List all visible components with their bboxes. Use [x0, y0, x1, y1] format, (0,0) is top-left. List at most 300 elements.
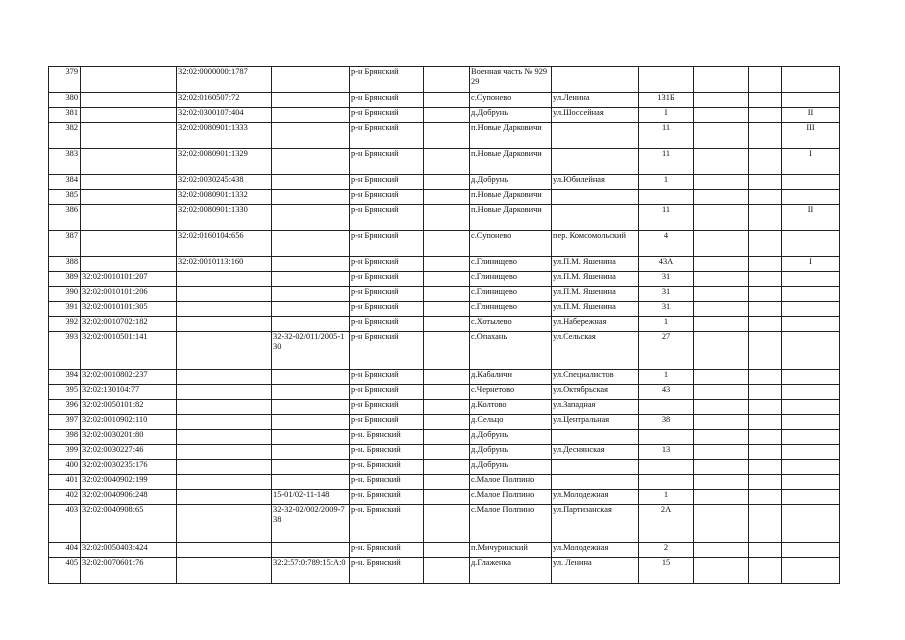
row-number: 399: [49, 445, 81, 460]
table-row: [49, 302, 840, 317]
blank-cell: [749, 430, 782, 445]
locality: с.Чернетово: [470, 385, 552, 400]
locality: д.Добрунь: [470, 430, 552, 445]
cadastral-number-alt: 32:02:0080901:1333: [177, 123, 272, 149]
house-number: 38: [639, 415, 694, 430]
locality: д.Кабаличи: [470, 370, 552, 385]
table-row: [49, 317, 840, 332]
blank-cell: [694, 67, 749, 93]
roman-numeral: II: [782, 205, 840, 231]
registration-number: [272, 123, 350, 149]
blank-cell: [749, 93, 782, 108]
roman-numeral: [782, 332, 840, 370]
registration-number: [272, 445, 350, 460]
locality: с.Опахань: [470, 332, 552, 370]
house-number: 2А: [639, 505, 694, 543]
street: ул.П.М. Яшенина: [552, 272, 639, 287]
row-number: 397: [49, 415, 81, 430]
cadastral-number-alt: 32:02:0030245:438: [177, 175, 272, 190]
street: ул.П.М. Яшенина: [552, 287, 639, 302]
registration-number: [272, 190, 350, 205]
table-row: [49, 257, 840, 272]
cadastral-number: [81, 205, 177, 231]
cadastral-number-alt: [177, 287, 272, 302]
cadastral-number: 32:02:0050101:82: [81, 400, 177, 415]
cadastral-number-alt: [177, 272, 272, 287]
district: р-н. Брянский: [350, 490, 424, 505]
roman-numeral: [782, 558, 840, 584]
blank-cell: [424, 175, 470, 190]
table-row: [49, 370, 840, 385]
roman-numeral: [782, 93, 840, 108]
district: р-н Брянский: [350, 123, 424, 149]
roman-numeral: [782, 231, 840, 257]
district: р-н Брянский: [350, 385, 424, 400]
district: р-н Брянский: [350, 149, 424, 175]
table-row: [49, 190, 840, 205]
blank-cell: [694, 175, 749, 190]
blank-cell: [424, 287, 470, 302]
row-number: 403: [49, 505, 81, 543]
house-number: [639, 430, 694, 445]
street: ул.Молодежная: [552, 490, 639, 505]
cadastral-number-alt: [177, 543, 272, 558]
street: ул.Набережная: [552, 317, 639, 332]
table-row: [49, 67, 840, 93]
blank-cell: [694, 231, 749, 257]
blank-cell: [694, 317, 749, 332]
blank-cell: [424, 302, 470, 317]
blank-cell: [694, 543, 749, 558]
cadastral-number-alt: [177, 385, 272, 400]
roman-numeral: [782, 400, 840, 415]
roman-numeral: [782, 543, 840, 558]
blank-cell: [424, 400, 470, 415]
house-number: 4: [639, 231, 694, 257]
district: р-н Брянский: [350, 67, 424, 93]
row-number: 391: [49, 302, 81, 317]
table-row: [49, 108, 840, 123]
table-row: [49, 123, 840, 149]
house-number: 31: [639, 302, 694, 317]
blank-cell: [749, 123, 782, 149]
blank-cell: [749, 175, 782, 190]
table-row: [49, 543, 840, 558]
house-number: 1: [639, 490, 694, 505]
street: ул.Октябрьская: [552, 385, 639, 400]
registration-number: [272, 385, 350, 400]
row-number: 396: [49, 400, 81, 415]
street: ул.Центральная: [552, 415, 639, 430]
locality: п.Новые Дарковичи: [470, 123, 552, 149]
row-number: 390: [49, 287, 81, 302]
locality: с.Супонево: [470, 93, 552, 108]
row-number: 395: [49, 385, 81, 400]
row-number: 393: [49, 332, 81, 370]
street: ул.П.М. Яшенина: [552, 257, 639, 272]
registration-number: 15-01/02-11-148: [272, 490, 350, 505]
cadastral-number-alt: 32:02:0080901:1329: [177, 149, 272, 175]
street: ул.Ленина: [552, 93, 639, 108]
locality: с.Глинищево: [470, 287, 552, 302]
table-row: [49, 445, 840, 460]
blank-cell: [694, 108, 749, 123]
cadastral-number: 32:02:0010101:305: [81, 302, 177, 317]
district: р-н Брянский: [350, 415, 424, 430]
blank-cell: [749, 400, 782, 415]
registration-number: [272, 287, 350, 302]
house-number: 43: [639, 385, 694, 400]
row-number: 394: [49, 370, 81, 385]
roman-numeral: [782, 67, 840, 93]
blank-cell: [424, 460, 470, 475]
cadastral-number: 32:02:0030235:176: [81, 460, 177, 475]
house-number: [639, 460, 694, 475]
locality: д.Добрунь: [470, 445, 552, 460]
cadastral-number-alt: [177, 475, 272, 490]
cadastral-number: 32:02:0010902:110: [81, 415, 177, 430]
blank-cell: [749, 190, 782, 205]
blank-cell: [424, 558, 470, 584]
row-number: 398: [49, 430, 81, 445]
registration-number: [272, 272, 350, 287]
district: р-н Брянский: [350, 190, 424, 205]
table-row: [49, 332, 840, 370]
street: [552, 205, 639, 231]
roman-numeral: II: [782, 108, 840, 123]
cadastral-number-alt: 32:02:0000000:1787: [177, 67, 272, 93]
blank-cell: [749, 67, 782, 93]
street: [552, 460, 639, 475]
house-number: 11: [639, 149, 694, 175]
blank-cell: [694, 475, 749, 490]
locality: д.Добрунь: [470, 175, 552, 190]
roman-numeral: [782, 190, 840, 205]
blank-cell: [424, 123, 470, 149]
row-number: 384: [49, 175, 81, 190]
street: [552, 67, 639, 93]
house-number: [639, 67, 694, 93]
blank-cell: [694, 400, 749, 415]
blank-cell: [749, 257, 782, 272]
street: ул. Ленина: [552, 558, 639, 584]
district: р-н. Брянский: [350, 505, 424, 543]
blank-cell: [694, 205, 749, 231]
table-row: [49, 558, 840, 584]
house-number: 1: [639, 317, 694, 332]
cadastral-number-alt: [177, 415, 272, 430]
locality: с.Глинищево: [470, 272, 552, 287]
locality: д.Сельцо: [470, 415, 552, 430]
locality: п.Новые Дарковичи: [470, 149, 552, 175]
table-row: [49, 205, 840, 231]
row-number: 404: [49, 543, 81, 558]
district: р-н Брянский: [350, 108, 424, 123]
cadastral-number: 32:02:0010702:182: [81, 317, 177, 332]
table-row: [49, 460, 840, 475]
locality: п.Мичуринский: [470, 543, 552, 558]
roman-numeral: I: [782, 257, 840, 272]
cadastral-number-alt: [177, 332, 272, 370]
street: ул.Западная: [552, 400, 639, 415]
blank-cell: [424, 490, 470, 505]
street: ул.Специалистов: [552, 370, 639, 385]
district: р-н Брянский: [350, 231, 424, 257]
roman-numeral: [782, 415, 840, 430]
blank-cell: [694, 149, 749, 175]
street: ул.Молодежная: [552, 543, 639, 558]
row-number: 382: [49, 123, 81, 149]
row-number: 379: [49, 67, 81, 93]
table-row: [49, 415, 840, 430]
street: ул.Сельская: [552, 332, 639, 370]
cadastral-number: [81, 123, 177, 149]
house-number: 13: [639, 445, 694, 460]
blank-cell: [424, 430, 470, 445]
cadastral-number: 32:02:0030227:46: [81, 445, 177, 460]
district: р-н Брянский: [350, 332, 424, 370]
district: р-н Брянский: [350, 93, 424, 108]
house-number: 43А: [639, 257, 694, 272]
locality: с.Глинищево: [470, 302, 552, 317]
registration-number: [272, 430, 350, 445]
table-row: [49, 385, 840, 400]
house-number: 15: [639, 558, 694, 584]
cadastral-number-alt: [177, 400, 272, 415]
blank-cell: [749, 445, 782, 460]
table-body: [49, 67, 840, 584]
blank-cell: [749, 490, 782, 505]
row-number: 389: [49, 272, 81, 287]
row-number: 388: [49, 257, 81, 272]
blank-cell: [424, 505, 470, 543]
table-row: [49, 400, 840, 415]
house-number: 1: [639, 370, 694, 385]
roman-numeral: [782, 385, 840, 400]
table-row: [49, 231, 840, 257]
registration-number: 32-32-02/002/2009-738: [272, 505, 350, 543]
house-number: 131Б: [639, 93, 694, 108]
street: [552, 475, 639, 490]
blank-cell: [749, 460, 782, 475]
house-number: 27: [639, 332, 694, 370]
roman-numeral: [782, 175, 840, 190]
blank-cell: [424, 231, 470, 257]
registration-number: 32-32-02/011/2005-130: [272, 332, 350, 370]
row-number: 385: [49, 190, 81, 205]
cadastral-number-alt: 32:02:0300107:404: [177, 108, 272, 123]
table-row: [49, 272, 840, 287]
locality: Военная часть № 92929: [470, 67, 552, 93]
blank-cell: [749, 475, 782, 490]
table-row: [49, 430, 840, 445]
locality: с.Малое Полпино: [470, 475, 552, 490]
registration-number: [272, 543, 350, 558]
locality: с.Супонево: [470, 231, 552, 257]
registration-number: [272, 108, 350, 123]
cadastral-number: 32:02:0010101:207: [81, 272, 177, 287]
blank-cell: [424, 385, 470, 400]
table-row: [49, 287, 840, 302]
roman-numeral: [782, 430, 840, 445]
roman-numeral: [782, 370, 840, 385]
blank-cell: [749, 385, 782, 400]
street: ул.Партизанская: [552, 505, 639, 543]
row-number: 401: [49, 475, 81, 490]
row-number: 405: [49, 558, 81, 584]
blank-cell: [424, 370, 470, 385]
roman-numeral: [782, 490, 840, 505]
blank-cell: [694, 505, 749, 543]
house-number: 1: [639, 175, 694, 190]
blank-cell: [694, 287, 749, 302]
row-number: 400: [49, 460, 81, 475]
district: р-н Брянский: [350, 400, 424, 415]
roman-numeral: [782, 302, 840, 317]
street: ул.Юбилейная: [552, 175, 639, 190]
cadastral-number-alt: [177, 558, 272, 584]
district: р-н Брянский: [350, 370, 424, 385]
street: [552, 190, 639, 205]
blank-cell: [694, 445, 749, 460]
blank-cell: [694, 460, 749, 475]
cadastral-number: [81, 257, 177, 272]
blank-cell: [694, 302, 749, 317]
blank-cell: [694, 370, 749, 385]
cadastral-number: 32:02:130104:77: [81, 385, 177, 400]
blank-cell: [424, 190, 470, 205]
table-row: [49, 475, 840, 490]
blank-cell: [749, 558, 782, 584]
cadastral-number: [81, 175, 177, 190]
street: пер. Комсомольский: [552, 231, 639, 257]
blank-cell: [749, 302, 782, 317]
locality: д.Добрунь: [470, 460, 552, 475]
blank-cell: [424, 272, 470, 287]
cadastral-number: [81, 67, 177, 93]
registry-table: [48, 66, 840, 584]
registration-number: [272, 317, 350, 332]
row-number: 392: [49, 317, 81, 332]
registration-number: [272, 175, 350, 190]
roman-numeral: [782, 317, 840, 332]
cadastral-number: 32:02:0070601:76: [81, 558, 177, 584]
cadastral-number-alt: 32:02:0160507:72: [177, 93, 272, 108]
cadastral-number-alt: [177, 460, 272, 475]
locality: д.Колтово: [470, 400, 552, 415]
blank-cell: [749, 543, 782, 558]
cadastral-number-alt: [177, 317, 272, 332]
cadastral-number: [81, 190, 177, 205]
blank-cell: [694, 558, 749, 584]
blank-cell: [424, 205, 470, 231]
blank-cell: [694, 430, 749, 445]
cadastral-number: 32:02:0040902:199: [81, 475, 177, 490]
blank-cell: [694, 332, 749, 370]
blank-cell: [749, 505, 782, 543]
house-number: 31: [639, 272, 694, 287]
cadastral-number: 32:02:0030201:80: [81, 430, 177, 445]
blank-cell: [694, 415, 749, 430]
street: [552, 123, 639, 149]
cadastral-number: 32:02:0010101:206: [81, 287, 177, 302]
district: р-н Брянский: [350, 257, 424, 272]
street: ул.П.М. Яшенина: [552, 302, 639, 317]
district: р-н. Брянский: [350, 445, 424, 460]
blank-cell: [424, 257, 470, 272]
cadastral-number-alt: [177, 370, 272, 385]
street: [552, 430, 639, 445]
cadastral-number-alt: 32:02:0160104:656: [177, 231, 272, 257]
cadastral-number: 32:02:0010802:237: [81, 370, 177, 385]
district: р-н. Брянский: [350, 475, 424, 490]
house-number: 11: [639, 123, 694, 149]
blank-cell: [424, 317, 470, 332]
cadastral-number: 32:02:0040906:248: [81, 490, 177, 505]
blank-cell: [749, 108, 782, 123]
registration-number: [272, 415, 350, 430]
district: р-н Брянский: [350, 272, 424, 287]
blank-cell: [749, 287, 782, 302]
house-number: [639, 190, 694, 205]
locality: с.Глинищево: [470, 257, 552, 272]
roman-numeral: [782, 287, 840, 302]
street: ул.Деснянская: [552, 445, 639, 460]
street: ул.Шоссейная: [552, 108, 639, 123]
registration-number: 32:2:57:0:789:15:А:0: [272, 558, 350, 584]
blank-cell: [424, 475, 470, 490]
registration-number: [272, 460, 350, 475]
blank-cell: [424, 149, 470, 175]
blank-cell: [424, 543, 470, 558]
district: р-н. Брянский: [350, 430, 424, 445]
registration-number: [272, 400, 350, 415]
district: р-н Брянский: [350, 317, 424, 332]
blank-cell: [749, 370, 782, 385]
cadastral-number: [81, 149, 177, 175]
table-row: [49, 175, 840, 190]
blank-cell: [749, 332, 782, 370]
cadastral-number-alt: [177, 302, 272, 317]
row-number: 402: [49, 490, 81, 505]
cadastral-number-alt: [177, 430, 272, 445]
district: р-н. Брянский: [350, 543, 424, 558]
blank-cell: [424, 67, 470, 93]
blank-cell: [424, 108, 470, 123]
locality: д.Глаженка: [470, 558, 552, 584]
house-number: 11: [639, 205, 694, 231]
row-number: 380: [49, 93, 81, 108]
blank-cell: [749, 149, 782, 175]
blank-cell: [424, 445, 470, 460]
registration-number: [272, 231, 350, 257]
blank-cell: [749, 317, 782, 332]
cadastral-number-alt: 32:02:0010113:160: [177, 257, 272, 272]
blank-cell: [749, 231, 782, 257]
roman-numeral: [782, 460, 840, 475]
cadastral-number: [81, 108, 177, 123]
roman-numeral: [782, 272, 840, 287]
row-number: 386: [49, 205, 81, 231]
row-number: 383: [49, 149, 81, 175]
cadastral-number: 32:02:0040908:65: [81, 505, 177, 543]
registration-number: [272, 257, 350, 272]
roman-numeral: [782, 475, 840, 490]
house-number: 31: [639, 287, 694, 302]
district: р-н. Брянский: [350, 460, 424, 475]
roman-numeral: [782, 445, 840, 460]
cadastral-number-alt: [177, 490, 272, 505]
